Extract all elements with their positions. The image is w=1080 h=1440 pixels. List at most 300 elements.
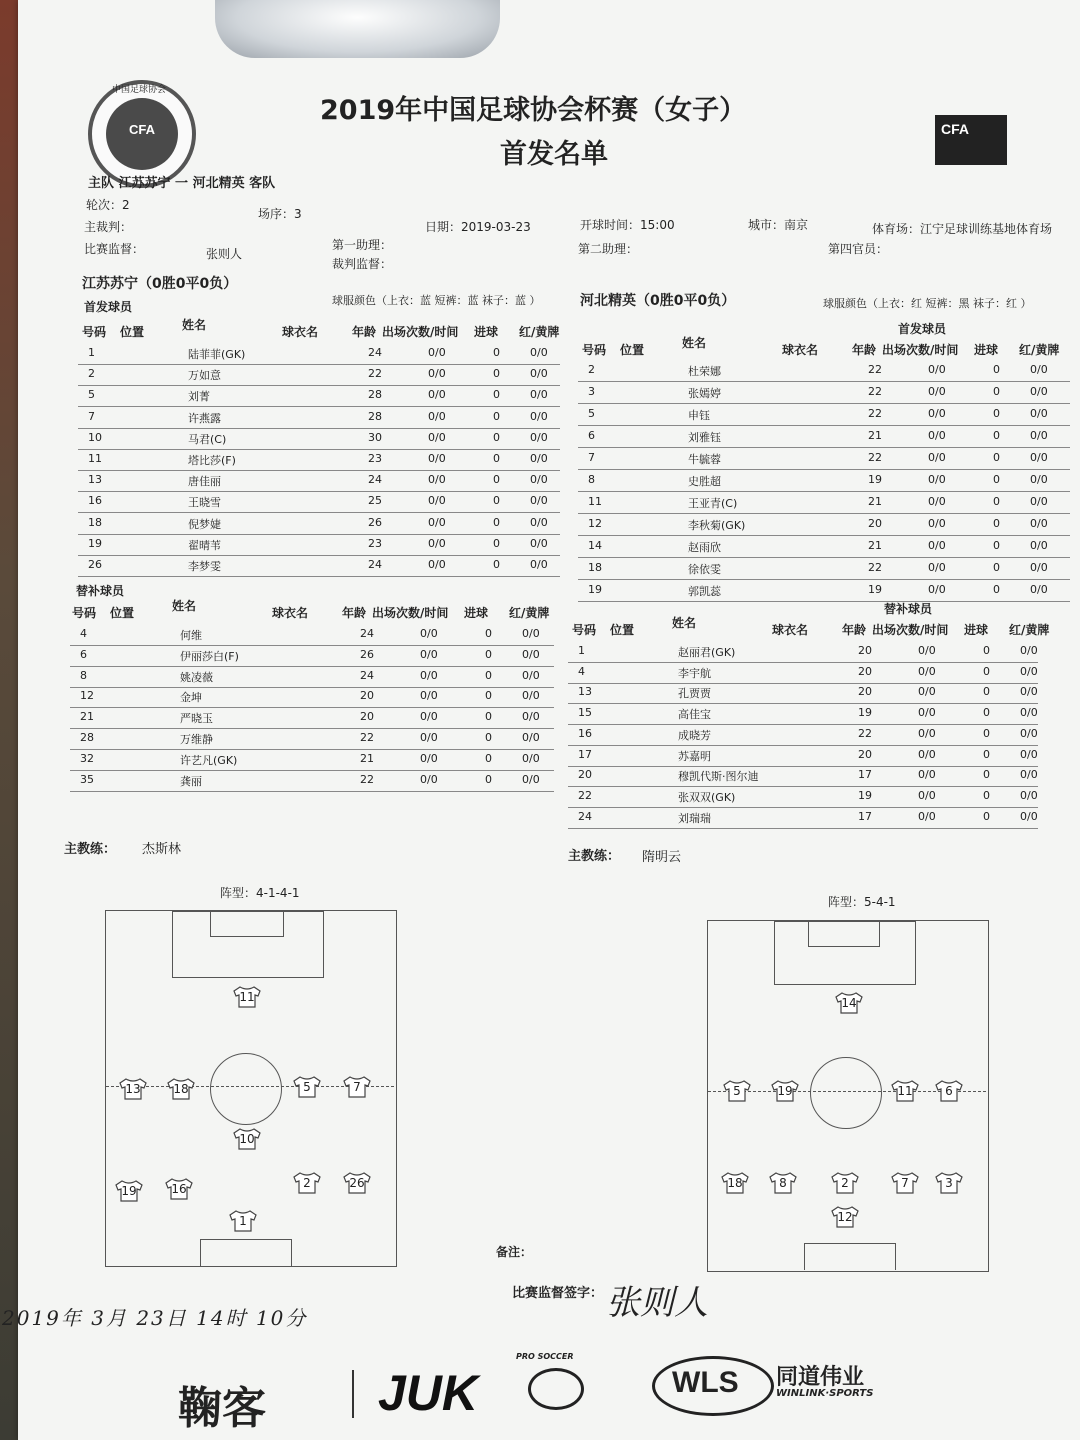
away-coach: 隋明云 — [642, 850, 682, 865]
player-cards: 0/0 — [1030, 363, 1048, 376]
home-jersey-icon — [166, 1078, 196, 1100]
player-age: 19 — [858, 706, 872, 720]
jersey-number: 18 — [173, 1082, 189, 1096]
player-apps: 0/0 — [918, 768, 936, 782]
away-coach-label: 主教练： — [568, 849, 621, 864]
referee: 主裁判： — [84, 220, 133, 234]
home-jersey-icon — [342, 1172, 372, 1194]
player-goals: 0 — [485, 710, 492, 724]
home-col-4: 年龄 — [342, 606, 367, 620]
away-starters-row — [578, 558, 1070, 580]
away-starters-row — [578, 426, 1070, 448]
supervisor-label: 比赛监督： — [84, 242, 145, 256]
player-cards: 0/0 — [1030, 583, 1048, 596]
home-subs-row — [70, 749, 554, 771]
player-goals: 0 — [983, 747, 990, 761]
away-starters-row — [578, 448, 1070, 470]
remark-label: 备注： — [496, 1245, 533, 1259]
player-cards: 0/0 — [522, 710, 540, 724]
player-apps: 0/0 — [428, 452, 446, 465]
away-col-3: 球衣名 — [782, 343, 819, 357]
home-starters-row — [78, 491, 560, 513]
away-goal-box-bottom — [804, 1243, 896, 1270]
player-apps: 0/0 — [428, 536, 446, 550]
player-no: 16 — [578, 726, 592, 740]
player-cards: 0/0 — [1030, 407, 1048, 420]
player-goals: 0 — [983, 685, 990, 699]
player-name: 穆凯代斯·图尔迪 — [678, 770, 759, 784]
player-no: 35 — [80, 772, 94, 786]
player-no: 20 — [578, 768, 592, 782]
player-age: 22 — [360, 772, 374, 786]
player-no: 19 — [588, 583, 602, 596]
player-cards: 0/0 — [1020, 706, 1038, 720]
player-age: 25 — [368, 494, 382, 508]
player-apps: 0/0 — [918, 644, 936, 657]
player-apps: 0/0 — [918, 726, 936, 740]
away-col-5: 出场次数/时间 — [882, 343, 959, 357]
player-apps: 0/0 — [428, 558, 446, 571]
player-age: 20 — [858, 747, 872, 761]
player-apps: 0/0 — [918, 809, 936, 823]
player-age: 24 — [368, 558, 382, 571]
away-col-2: 姓名 — [682, 336, 707, 350]
player-goals: 0 — [493, 473, 500, 487]
away-starters-title: 首发球员 — [898, 322, 947, 336]
player-age: 19 — [868, 473, 882, 486]
away-col-2: 姓名 — [672, 616, 697, 630]
player-age: 22 — [868, 561, 882, 574]
player-name: 翟晴苇 — [188, 538, 221, 552]
player-cards: 0/0 — [522, 647, 540, 661]
away-col-0: 号码 — [582, 343, 607, 357]
player-goals: 0 — [993, 517, 1000, 530]
player-goals: 0 — [993, 385, 1000, 398]
player-no: 11 — [88, 452, 102, 465]
player-age: 30 — [368, 430, 382, 444]
home-col-1: 位置 — [110, 606, 135, 620]
home-starters-row — [78, 343, 560, 365]
player-apps: 0/0 — [428, 515, 446, 529]
sponsor-tongdao: 同道伟业 — [776, 1365, 865, 1390]
player-apps: 0/0 — [918, 747, 936, 761]
jersey-number: 2 — [841, 1176, 849, 1190]
player-age: 22 — [868, 363, 882, 376]
away-jersey-icon — [934, 1080, 964, 1102]
away-starters-row — [578, 580, 1070, 602]
home-starters-row — [78, 364, 560, 386]
player-no: 28 — [80, 731, 94, 744]
player-age: 22 — [858, 726, 872, 740]
home-col-1: 位置 — [120, 325, 145, 339]
sponsor-juk-tagline: PRO SOCCER — [516, 1352, 574, 1361]
away-subs-row — [568, 703, 1038, 725]
player-name: 李宇航 — [678, 666, 711, 680]
player-name: 何维 — [180, 629, 202, 642]
player-name: 郭凯蕊 — [688, 585, 721, 598]
home-jersey-icon — [114, 1180, 144, 1202]
player-apps: 0/0 — [928, 583, 946, 596]
player-goals: 0 — [485, 647, 492, 661]
cfa-logo-ring: 中国足球协会 — [112, 85, 167, 95]
player-age: 20 — [868, 517, 882, 530]
player-apps: 0/0 — [420, 751, 438, 765]
player-name: 李梦雯 — [188, 560, 221, 573]
player-no: 1 — [88, 346, 95, 359]
player-goals: 0 — [485, 751, 492, 765]
fourth-official: 第四官员： — [828, 242, 889, 256]
player-goals: 0 — [983, 664, 990, 678]
home-formation: 阵型：4-1-4-1 — [220, 886, 300, 900]
player-cards: 0/0 — [1030, 385, 1048, 398]
player-name: 张嫣婷 — [688, 387, 721, 400]
away-col-7: 红/黄牌 — [1019, 343, 1060, 357]
player-name: 刘雅钰 — [688, 431, 721, 444]
player-apps: 0/0 — [928, 407, 946, 420]
player-no: 32 — [80, 751, 94, 765]
player-goals: 0 — [493, 452, 500, 465]
away-starters-row — [578, 382, 1070, 404]
player-age: 24 — [360, 668, 374, 682]
player-age: 19 — [858, 788, 872, 802]
player-age: 24 — [360, 627, 374, 640]
player-cards: 0/0 — [522, 689, 540, 703]
jersey-number: 10 — [239, 1132, 255, 1146]
glass-object — [215, 0, 500, 58]
player-goals: 0 — [493, 346, 500, 359]
player-goals: 0 — [993, 583, 1000, 596]
player-apps: 0/0 — [420, 731, 438, 744]
player-age: 23 — [368, 452, 382, 465]
player-cards: 0/0 — [530, 388, 548, 402]
sponsor-jukuke: 鞠客 — [178, 1383, 266, 1434]
player-no: 26 — [88, 558, 102, 571]
player-age: 17 — [858, 768, 872, 782]
player-apps: 0/0 — [420, 668, 438, 682]
home-starters-row — [78, 470, 560, 492]
player-goals: 0 — [983, 809, 990, 823]
player-age: 22 — [868, 385, 882, 398]
player-cards: 0/0 — [1030, 473, 1048, 486]
player-no: 15 — [578, 706, 592, 720]
player-no: 16 — [88, 494, 102, 508]
jersey-number: 11 — [239, 990, 255, 1004]
sponsor-juk: JUK — [378, 1365, 479, 1421]
player-name: 史胜超 — [688, 475, 721, 488]
player-name: 马君(C) — [188, 432, 227, 446]
home-col-6: 进球 — [474, 325, 499, 339]
player-cards: 0/0 — [1020, 788, 1038, 802]
away-jersey-icon — [890, 1080, 920, 1102]
jersey-number: 1 — [239, 1214, 247, 1228]
away-jersey-icon — [722, 1080, 752, 1102]
player-apps: 0/0 — [428, 494, 446, 508]
home-col-0: 号码 — [82, 325, 107, 339]
signature-label: 比赛监督签字： — [512, 1286, 604, 1301]
player-cards: 0/0 — [1030, 561, 1048, 574]
jersey-number: 3 — [945, 1176, 953, 1190]
home-col-4: 年龄 — [352, 325, 377, 339]
player-goals: 0 — [485, 627, 492, 640]
player-goals: 0 — [983, 706, 990, 720]
player-goals: 0 — [485, 731, 492, 744]
player-apps: 0/0 — [918, 788, 936, 802]
player-apps: 0/0 — [420, 710, 438, 724]
player-goals: 0 — [485, 772, 492, 786]
away-col-3: 球衣名 — [772, 623, 809, 637]
player-apps: 0/0 — [420, 647, 438, 661]
home-goal-box-top — [210, 911, 284, 937]
handwritten-time: 2019年 3月 23日 14时 10分 — [2, 1306, 308, 1330]
player-name: 万维静 — [180, 733, 213, 746]
player-no: 1 — [578, 644, 585, 657]
player-cards: 0/0 — [1020, 809, 1038, 823]
player-no: 10 — [88, 430, 102, 444]
player-apps: 0/0 — [928, 561, 946, 574]
jersey-number: 16 — [171, 1182, 187, 1196]
home-coach-label: 主教练： — [64, 842, 117, 857]
home-subs-row — [70, 686, 554, 708]
away-subs-row — [568, 807, 1038, 829]
away-kit-colors: 球服颜色（上衣：红 短裤：黑 袜子：红 ） — [823, 297, 1032, 310]
player-no: 14 — [588, 539, 602, 552]
player-name: 塔比莎(F) — [188, 454, 236, 467]
home-jersey-icon — [118, 1078, 148, 1100]
away-goal-box-top — [808, 921, 880, 947]
page-subtitle: 首发名单 — [500, 139, 608, 170]
player-goals: 0 — [993, 451, 1000, 464]
home-starters-row — [78, 428, 560, 450]
player-age: 21 — [868, 539, 882, 552]
home-jersey-icon — [164, 1178, 194, 1200]
player-name: 徐依雯 — [688, 563, 721, 576]
player-name: 刘菁 — [188, 390, 210, 404]
jersey-number: 26 — [349, 1176, 365, 1190]
home-jersey-icon — [342, 1076, 372, 1098]
player-apps: 0/0 — [918, 664, 936, 678]
player-name: 万如意 — [188, 369, 221, 383]
away-subs-row — [568, 662, 1038, 684]
player-apps: 0/0 — [428, 409, 446, 423]
jersey-number: 5 — [303, 1080, 311, 1094]
home-team-name: 江苏苏宁（0胜0平0负） — [82, 276, 238, 292]
player-no: 13 — [578, 685, 592, 699]
player-no: 11 — [588, 495, 602, 508]
player-name: 王晓雪 — [188, 496, 221, 510]
player-goals: 0 — [993, 407, 1000, 420]
home-jersey-icon — [292, 1172, 322, 1194]
away-subs-row — [568, 724, 1038, 746]
player-no: 2 — [588, 363, 595, 376]
player-cards: 0/0 — [1030, 429, 1048, 442]
player-no: 7 — [88, 409, 95, 423]
player-apps: 0/0 — [428, 367, 446, 381]
player-age: 20 — [858, 685, 872, 699]
home-col-0: 号码 — [72, 606, 97, 620]
player-goals: 0 — [493, 515, 500, 529]
home-subs-row — [70, 666, 554, 688]
player-name: 成晓芳 — [678, 728, 711, 742]
player-name: 姚凌薇 — [180, 670, 213, 684]
player-cards: 0/0 — [530, 367, 548, 381]
player-cards: 0/0 — [530, 494, 548, 508]
kickoff-time: 开球时间：15:00 — [580, 218, 675, 232]
player-name: 伊丽莎白(F) — [180, 649, 239, 663]
player-no: 12 — [80, 689, 94, 703]
player-goals: 0 — [993, 561, 1000, 574]
away-col-7: 红/黄牌 — [1009, 623, 1050, 637]
home-subs-row — [70, 728, 554, 750]
player-no: 6 — [80, 647, 87, 661]
home-subs-title: 替补球员 — [76, 584, 125, 598]
player-apps: 0/0 — [420, 627, 438, 640]
player-cards: 0/0 — [530, 536, 548, 550]
away-jersey-icon — [768, 1172, 798, 1194]
player-age: 21 — [868, 429, 882, 442]
player-cards: 0/0 — [530, 430, 548, 444]
player-name: 张双双(GK) — [678, 790, 736, 804]
player-goals: 0 — [493, 409, 500, 423]
player-age: 19 — [868, 583, 882, 596]
player-no: 4 — [80, 627, 87, 640]
player-age: 24 — [368, 473, 382, 487]
player-apps: 0/0 — [420, 772, 438, 786]
player-name: 苏嘉明 — [678, 749, 711, 763]
home-starters-row — [78, 407, 560, 429]
player-apps: 0/0 — [428, 388, 446, 402]
away-jersey-icon — [834, 992, 864, 1014]
player-cards: 0/0 — [522, 627, 540, 640]
game-number: 场序：3 — [258, 207, 302, 221]
player-apps: 0/0 — [428, 473, 446, 487]
away-col-5: 出场次数/时间 — [872, 623, 949, 637]
player-no: 17 — [578, 747, 592, 761]
away-center-circle — [810, 1057, 882, 1129]
player-cards: 0/0 — [530, 346, 548, 359]
player-apps: 0/0 — [428, 346, 446, 359]
home-col-7: 红/黄牌 — [509, 606, 550, 620]
jersey-number: 12 — [837, 1210, 853, 1224]
wls-logo-text: WLS — [672, 1366, 739, 1399]
home-starters-row — [78, 534, 560, 556]
assistant-referee-1: 第一助理： — [332, 238, 393, 252]
jersey-number: 7 — [901, 1176, 909, 1190]
player-age: 22 — [868, 407, 882, 420]
away-col-4: 年龄 — [842, 623, 867, 637]
player-name: 倪梦婕 — [188, 517, 221, 531]
jersey-number: 19 — [121, 1184, 137, 1198]
player-no: 18 — [88, 515, 102, 529]
stadium: 体育场：江宁足球训练基地体育场 — [872, 222, 1053, 236]
player-no: 4 — [578, 664, 585, 678]
player-goals: 0 — [993, 539, 1000, 552]
away-starters-row — [578, 360, 1070, 382]
away-subs-row — [568, 745, 1038, 767]
player-age: 21 — [360, 751, 374, 765]
home-jersey-icon — [228, 1210, 258, 1232]
home-starters-row — [78, 385, 560, 407]
home-subs-row — [70, 707, 554, 729]
player-goals: 0 — [993, 473, 1000, 486]
player-cards: 0/0 — [522, 772, 540, 786]
away-starters-row — [578, 470, 1070, 492]
player-no: 5 — [588, 407, 595, 420]
player-cards: 0/0 — [1020, 726, 1038, 740]
sponsor-divider — [352, 1370, 354, 1418]
supervisor-name: 张则人 — [206, 247, 243, 261]
away-subs-row — [568, 682, 1038, 704]
player-goals: 0 — [485, 668, 492, 682]
cfa-badge — [935, 115, 1007, 165]
away-jersey-icon — [830, 1206, 860, 1228]
player-cards: 0/0 — [1030, 517, 1048, 530]
home-starters-title: 首发球员 — [84, 300, 133, 314]
player-goals: 0 — [993, 495, 1000, 508]
player-name: 刘瑞瑞 — [678, 811, 711, 825]
jersey-number: 2 — [303, 1176, 311, 1190]
player-apps: 0/0 — [918, 685, 936, 699]
away-starters-row — [578, 536, 1070, 558]
away-col-0: 号码 — [572, 623, 597, 637]
player-cards: 0/0 — [1030, 495, 1048, 508]
sponsor-winlink: WINLINK·SPORTS — [776, 1388, 874, 1399]
player-name: 李秋菊(GK) — [688, 519, 746, 532]
player-name: 赵雨欣 — [688, 541, 721, 554]
home-col-2: 姓名 — [182, 318, 207, 332]
player-goals: 0 — [485, 689, 492, 703]
home-jersey-icon — [232, 986, 262, 1008]
player-cards: 0/0 — [530, 515, 548, 529]
player-age: 20 — [360, 710, 374, 724]
player-name: 孔贾贾 — [678, 687, 711, 701]
player-name: 龚丽 — [180, 774, 202, 788]
player-name: 王亚青(C) — [688, 497, 738, 510]
home-kit-colors: 球服颜色（上衣：蓝 短裤：蓝 袜子：蓝 ） — [332, 294, 541, 307]
cfa-logo-text: CFA — [129, 122, 155, 137]
jersey-number: 18 — [727, 1176, 743, 1190]
jersey-number: 14 — [841, 996, 857, 1010]
player-age: 20 — [858, 664, 872, 678]
player-goals: 0 — [983, 788, 990, 802]
player-cards: 0/0 — [1020, 664, 1038, 678]
cfa-badge-text: CFA — [941, 121, 969, 137]
player-no: 2 — [88, 367, 95, 381]
player-age: 26 — [368, 515, 382, 529]
player-no: 12 — [588, 517, 602, 530]
player-apps: 0/0 — [928, 451, 946, 464]
player-no: 8 — [588, 473, 595, 486]
away-jersey-icon — [720, 1172, 750, 1194]
jersey-number: 11 — [897, 1084, 913, 1098]
player-cards: 0/0 — [1020, 685, 1038, 699]
away-starters-row — [578, 514, 1070, 536]
referee-supervisor: 裁判监督： — [332, 257, 393, 271]
teams-line: 主队 江苏苏宁 一 河北精英 客队 — [88, 176, 276, 191]
player-name: 许燕露 — [188, 411, 221, 425]
away-subs-row — [568, 765, 1038, 787]
player-age: 26 — [360, 647, 374, 661]
home-jersey-icon — [292, 1076, 322, 1098]
home-subs-row — [70, 624, 554, 646]
home-starters-row — [78, 513, 560, 535]
player-apps: 0/0 — [918, 706, 936, 720]
home-starters-row — [78, 449, 560, 471]
player-goals: 0 — [983, 644, 990, 657]
player-cards: 0/0 — [530, 473, 548, 487]
player-no: 13 — [88, 473, 102, 487]
player-no: 5 — [88, 388, 95, 402]
player-age: 21 — [868, 495, 882, 508]
